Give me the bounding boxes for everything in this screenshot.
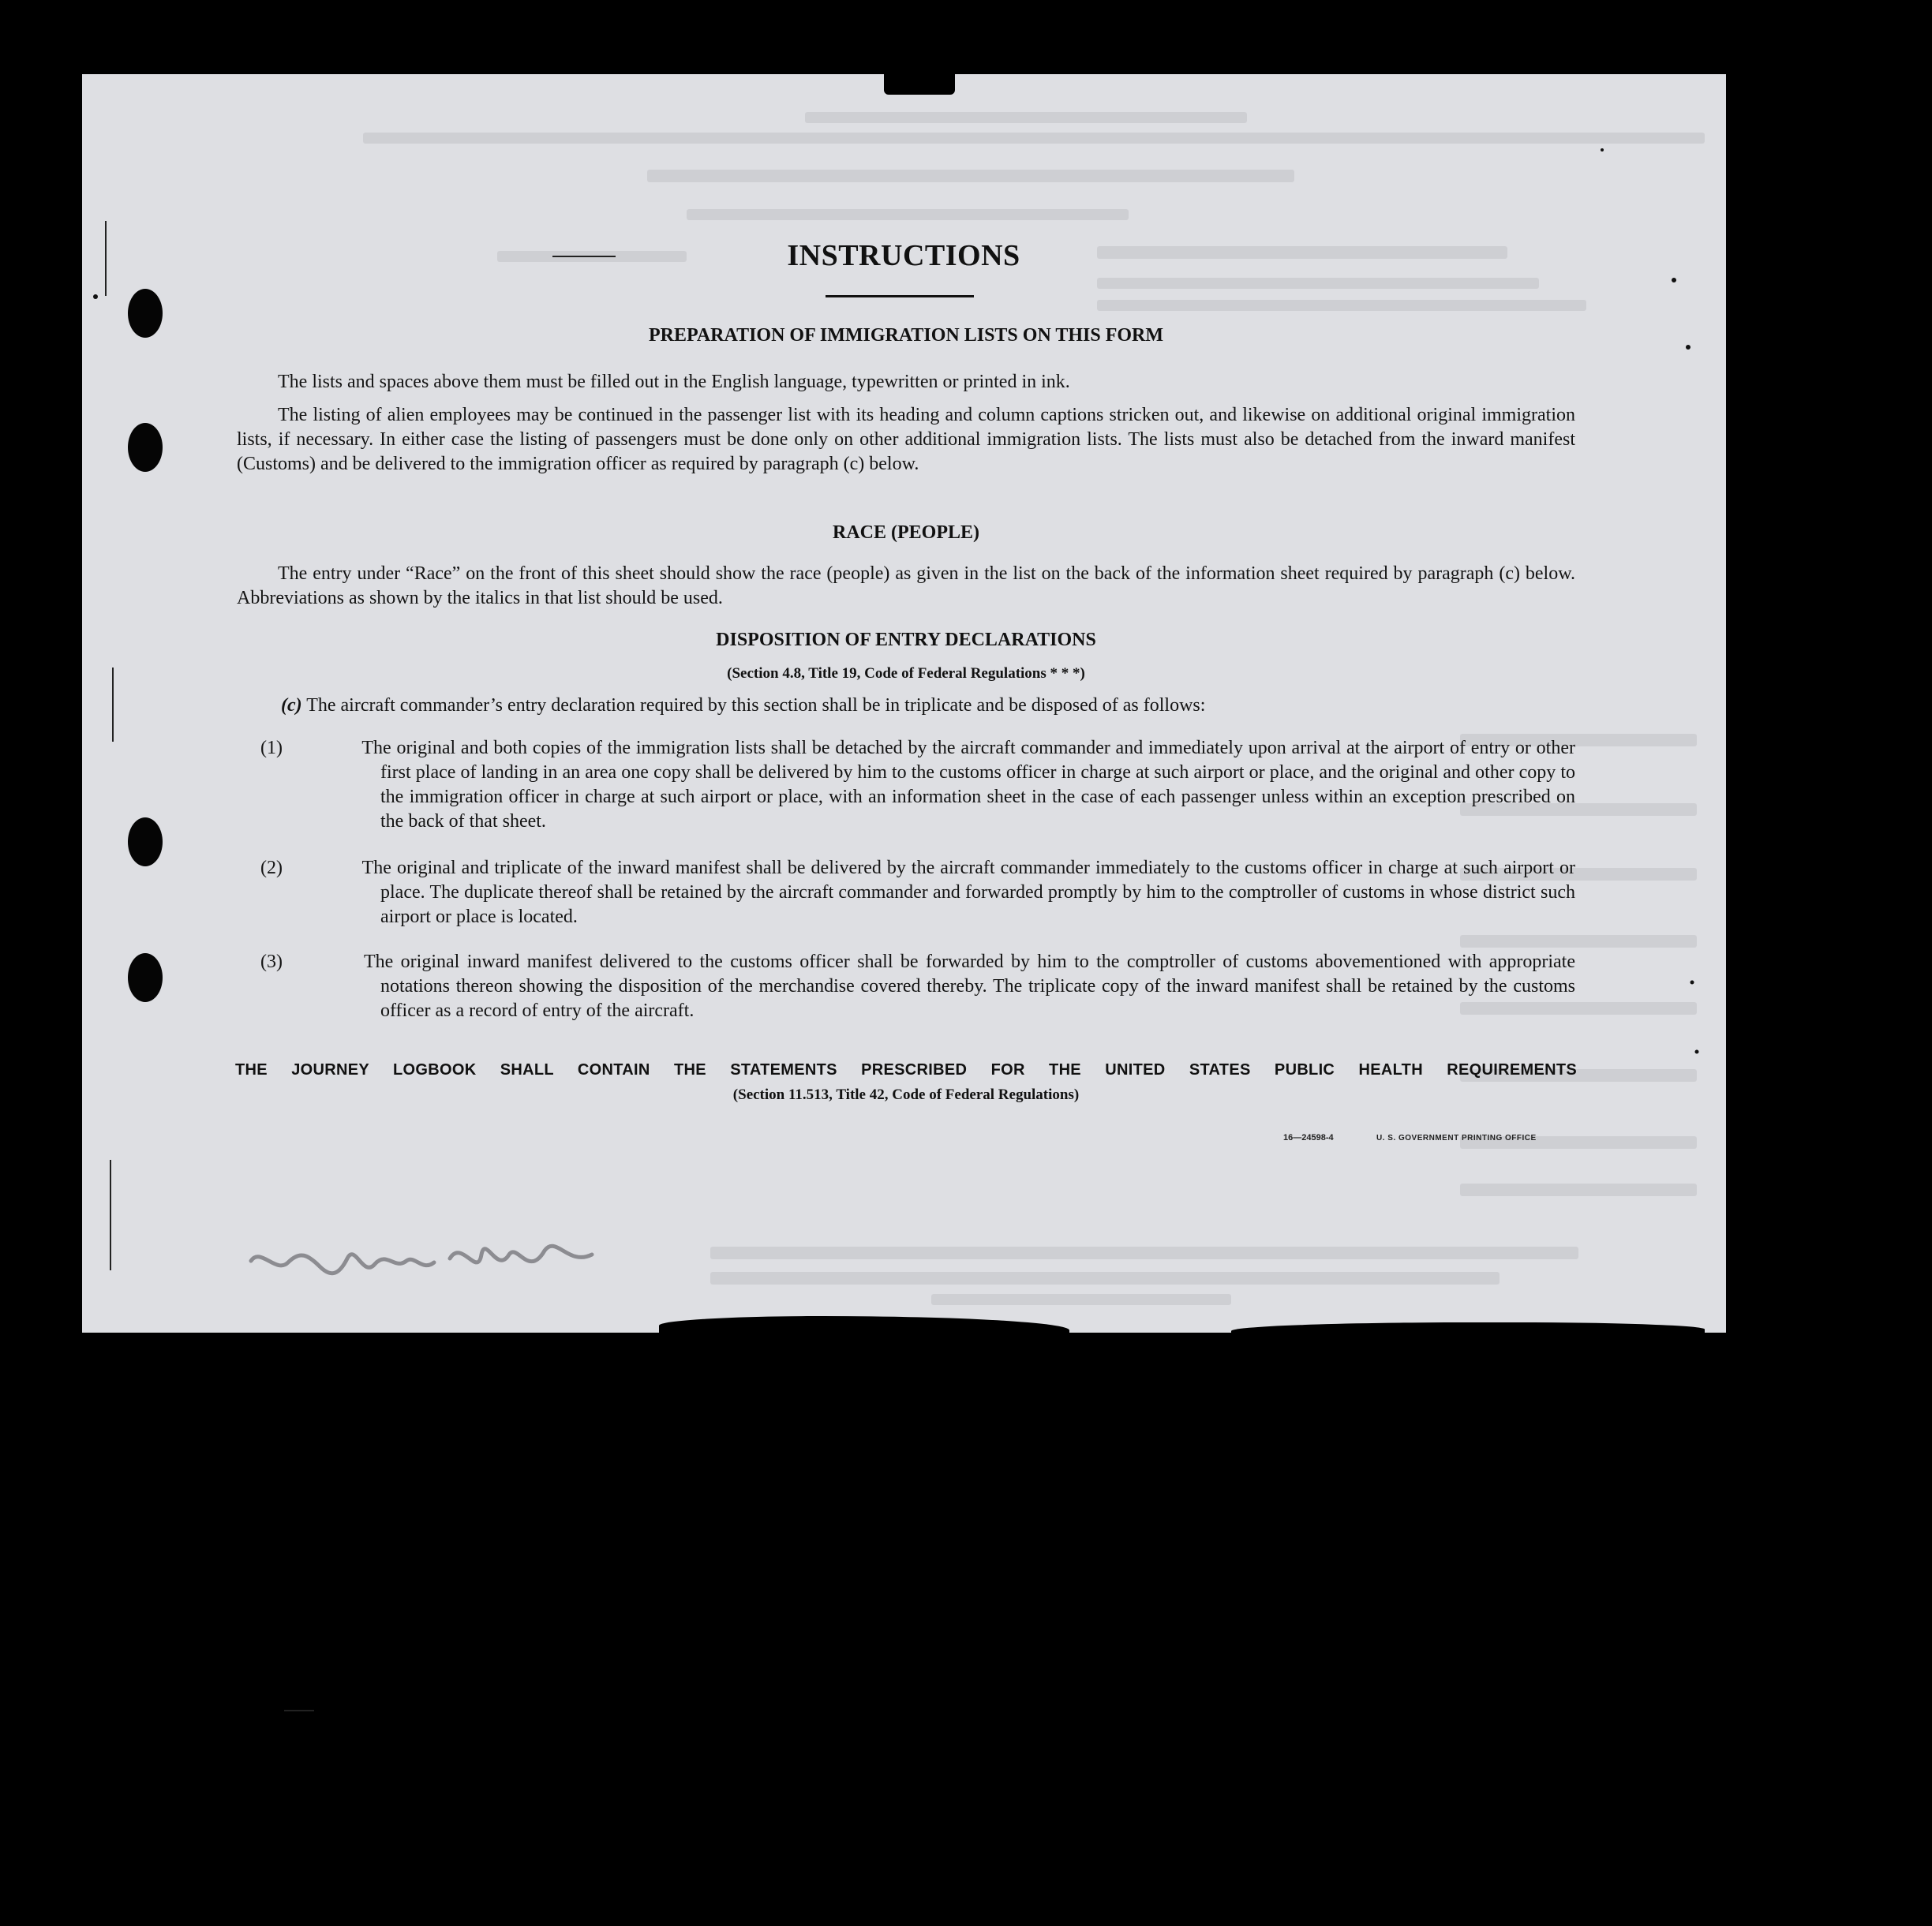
list-item — [260, 856, 1575, 929]
document-title: INSTRUCTIONS — [787, 239, 1020, 272]
list-item-text: The original and both copies of the immigration lists shall be detached by the aircraft commander and immediately upon arrival at the airport of entry or other first place of landing in an area one copy shall be delivered by him to the customs officer in charge at such airport or place, and the original and other copy to the immigration officer in charge at such airport or place, with an information sheet in the case of each passenger unless within an exception prescribed on the back of that sheet. — [361, 738, 1575, 832]
list-item — [260, 950, 1575, 1023]
paragraph-marker: (c) — [281, 695, 302, 716]
form-print-code: 16—24598-4 — [1283, 1133, 1334, 1143]
disposition-intro — [281, 694, 1575, 718]
list-item-text: The original and triplicate of the inward manifest shall be delivered by the aircraft commander immediately to the customs officer in charge at such airport or place. The duplicate thereof shall be retained by the aircraft commander and forwarded promptly by him to the comptroller of customs in whose district such airport or place is located. — [361, 858, 1575, 927]
race-paragraph: The entry under “Race” on the front of this sheet should show the race (people) as given in the list on the back of the information sheet required by paragraph (c) below. Abbreviations as shown by the italics in that list should be used. — [237, 563, 1575, 608]
disposition-citation: (Section 4.8, Title 19, Code of Federal Regulations * * *) — [727, 665, 1085, 682]
public-health-citation: (Section 11.513, Title 42, Code of Federal Regulations) — [732, 1086, 1080, 1103]
list-item-number: (3) — [260, 952, 283, 972]
preparation-paragraph-2: The listing of alien employees may be continued in the passenger list with its heading and column captions stricken out, and likewise on additional original immigration lists, if necessary. In either case the listing of passengers must be done only on other additional immigration lists. The lists must also be detached from the inward manifest (Customs) and be delivered to the immigration officer as required by paragraph (c) below. — [237, 405, 1575, 474]
section-heading-preparation: PREPARATION OF IMMIGRATION LISTS ON THIS FORM — [648, 325, 1164, 346]
title-underline — [826, 295, 974, 297]
list-item — [260, 736, 1575, 834]
section-heading-race: RACE (PEOPLE) — [833, 522, 979, 543]
handwritten-signature — [245, 1231, 600, 1294]
section-heading-disposition: DISPOSITION OF ENTRY DECLARATIONS — [716, 630, 1096, 650]
public-health-statement: THE JOURNEY LOGBOOK SHALL CONTAIN THE STATEMENTS PRESCRIBED FOR THE UNITED STATES PUBLIC HEALTH REQUIREMENTS — [235, 1061, 1577, 1079]
printing-office-imprint: U. S. GOVERNMENT PRINTING OFFICE — [1376, 1134, 1537, 1143]
list-item-number: (2) — [260, 858, 283, 878]
disposition-intro-text: The aircraft commander’s entry declaration required by this section shall be in triplicate and be disposed of as follows: — [306, 695, 1206, 716]
preparation-paragraph-1: The lists and spaces above them must be filled out in the English language, typewritten or printed in ink. — [278, 372, 1070, 392]
list-item-number: (1) — [260, 738, 283, 758]
list-item-text: The original inward manifest delivered to the customs officer shall be forwarded by him to the comptroller of customs abovementioned with appropriate notations thereon showing the disposition of the merchandise covered thereby. The triplicate copy of the inward manifest shall be retained by the customs officer as a record of entry of the aircraft. — [363, 952, 1575, 1021]
